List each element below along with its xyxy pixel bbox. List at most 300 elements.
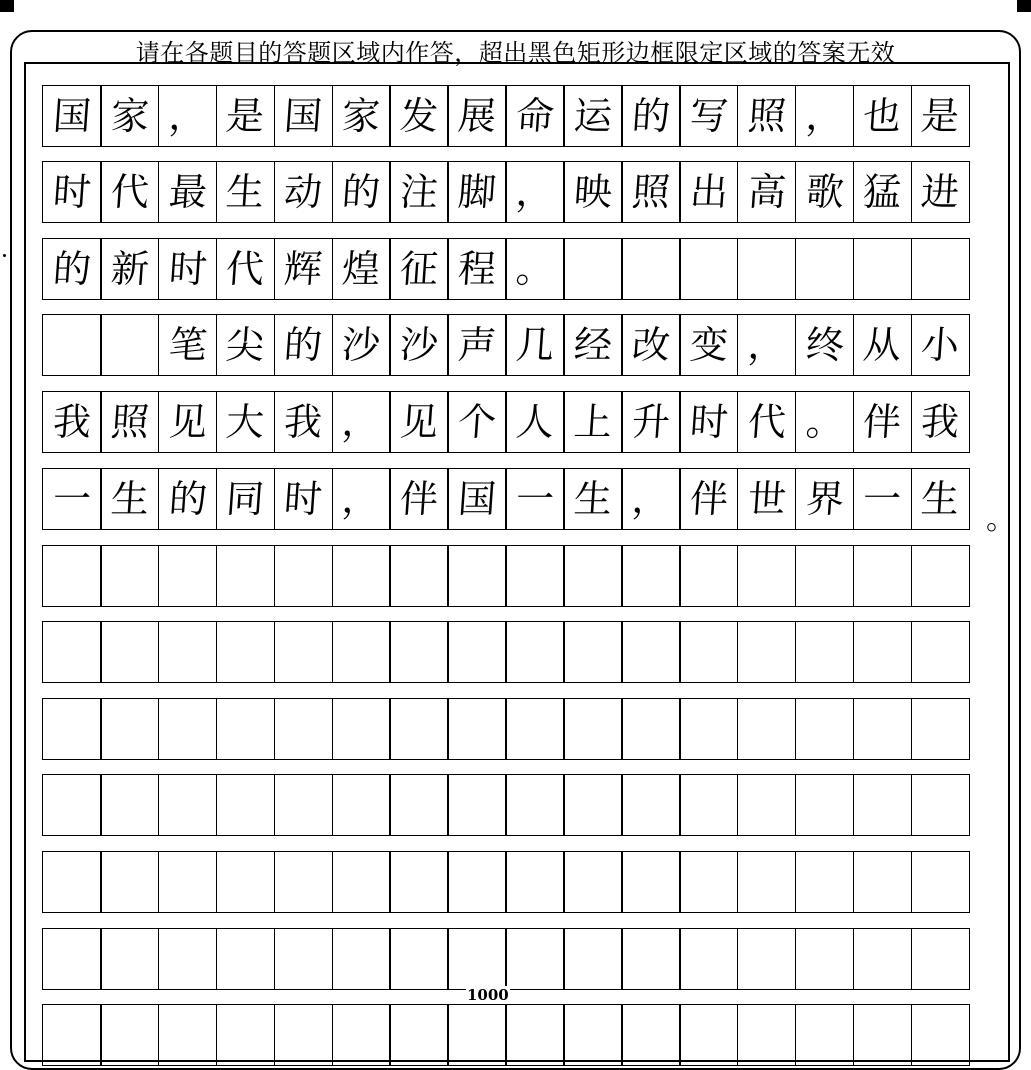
handwritten-character: 沙 (398, 323, 440, 367)
handwritten-character: 最 (167, 170, 209, 214)
grid-cell (853, 698, 913, 760)
grid-cell (737, 391, 797, 453)
grid-cell (563, 621, 623, 683)
grid-cell (911, 621, 971, 683)
grid-cell (158, 928, 218, 990)
grid-cell (505, 161, 565, 223)
grid-cell (389, 85, 449, 147)
grid-cell (447, 238, 507, 300)
grid-cell (216, 314, 276, 376)
grid-cell (505, 85, 565, 147)
handwritten-character: 家 (109, 94, 151, 138)
grid-cell (216, 774, 276, 836)
handwritten-character: 是 (224, 94, 267, 138)
handwritten-character: 歌 (803, 170, 846, 214)
handwritten-character: 一 (861, 477, 903, 521)
handwritten-character: ， (340, 400, 382, 444)
grid-cell (216, 468, 276, 530)
grid-cell (795, 545, 855, 607)
grid-cell (911, 928, 971, 990)
grid-cell (737, 468, 797, 530)
grid-cell (100, 391, 160, 453)
grid-cell (42, 698, 102, 760)
grid-row (42, 85, 994, 147)
grid-cell (216, 1004, 276, 1066)
handwritten-character: 煌 (340, 247, 382, 291)
grid-cell (853, 468, 913, 530)
handwritten-character: 发 (398, 94, 440, 138)
grid-cell (621, 698, 681, 760)
grid-cell (42, 928, 102, 990)
grid-cell (42, 851, 102, 913)
grid-cell (795, 161, 855, 223)
grid-cell (100, 238, 160, 300)
grid-cell (621, 1004, 681, 1066)
grid-cell (795, 468, 855, 530)
grid-cell (274, 545, 334, 607)
grid-cell (505, 545, 565, 607)
handwritten-character: 动 (282, 170, 324, 214)
handwritten-character: 的 (167, 477, 209, 521)
grid-cell (332, 698, 392, 760)
grid-cell (42, 314, 102, 376)
grid-cell (679, 1004, 739, 1066)
handwritten-character: 我 (919, 400, 961, 444)
grid-cell (274, 468, 334, 530)
handwritten-character: ， (514, 170, 556, 214)
grid-cell (853, 621, 913, 683)
grid-cell (216, 545, 276, 607)
grid-cell (100, 161, 160, 223)
handwritten-character: 见 (167, 400, 209, 444)
handwritten-character: 征 (398, 247, 440, 291)
grid-cell (563, 391, 623, 453)
grid-cell (505, 1004, 565, 1066)
grid-cell (100, 85, 160, 147)
handwritten-character: 我 (282, 400, 324, 444)
handwritten-character: 终 (803, 323, 846, 367)
grid-cell (853, 85, 913, 147)
grid-cell (853, 928, 913, 990)
grid-cell (621, 238, 681, 300)
grid-cell (389, 928, 449, 990)
handwritten-character: 也 (861, 94, 903, 138)
grid-cell (563, 774, 623, 836)
grid-cell (737, 851, 797, 913)
grid-cell (853, 161, 913, 223)
grid-cell (158, 621, 218, 683)
grid-cell (621, 851, 681, 913)
grid-row (42, 161, 994, 223)
grid-cell (911, 468, 971, 530)
grid-cell (332, 314, 392, 376)
grid-cell (621, 161, 681, 223)
handwritten-character: 时 (282, 477, 324, 521)
grid-cell (216, 621, 276, 683)
grid-cell (505, 698, 565, 760)
grid-cell (911, 85, 971, 147)
grid-cell (389, 1004, 449, 1066)
grid-cell (795, 698, 855, 760)
handwritten-character: ， (630, 477, 672, 521)
grid-cell (332, 161, 392, 223)
handwritten-character: 代 (746, 400, 788, 444)
grid-cell (332, 391, 392, 453)
grid-cell (911, 314, 971, 376)
grid-cell (505, 774, 565, 836)
grid-cell (389, 851, 449, 913)
grid-cell (795, 621, 855, 683)
grid-cell (332, 928, 392, 990)
grid-cell (505, 391, 565, 453)
grid-cell (447, 161, 507, 223)
grid-cell (911, 774, 971, 836)
grid-cell (332, 774, 392, 836)
word-count-marker: 1000 (467, 986, 509, 1004)
grid-cell (216, 851, 276, 913)
handwritten-character: 写 (688, 94, 730, 138)
handwritten-character: 运 (572, 94, 614, 138)
grid-cell (158, 161, 218, 223)
grid-cell (274, 391, 334, 453)
handwritten-character: 出 (688, 170, 730, 214)
grid-cell (274, 85, 334, 147)
grid-cell (911, 698, 971, 760)
handwritten-character: 的 (51, 247, 93, 291)
grid-cell (795, 391, 855, 453)
handwritten-character: 。 (803, 400, 846, 444)
handwritten-character: ， (746, 323, 788, 367)
handwritten-character: ， (340, 477, 382, 521)
handwritten-character: 照 (109, 400, 151, 444)
handwritten-character: ， (167, 94, 209, 138)
grid-cell (332, 545, 392, 607)
grid-cell (737, 1004, 797, 1066)
grid-cell (505, 468, 565, 530)
grid-row (42, 774, 994, 836)
grid-cell (332, 468, 392, 530)
grid-cell (42, 391, 102, 453)
grid-cell (853, 391, 913, 453)
grid-cell (505, 621, 565, 683)
handwritten-character: 尖 (224, 323, 267, 367)
grid-cell (679, 698, 739, 760)
grid-cell (621, 928, 681, 990)
handwritten-character: 世 (746, 477, 788, 521)
grid-row (42, 238, 994, 300)
grid-cell (795, 1004, 855, 1066)
grid-cell (332, 238, 392, 300)
grid-cell (679, 391, 739, 453)
handwritten-character: 生 (919, 477, 961, 521)
grid-cell (447, 928, 507, 990)
handwritten-character: 代 (224, 247, 267, 291)
grid-cell (389, 391, 449, 453)
grid-cell (679, 928, 739, 990)
grid-cell (216, 698, 276, 760)
handwritten-character: 注 (398, 170, 440, 214)
grid-cell (274, 698, 334, 760)
handwritten-character: 时 (51, 170, 93, 214)
handwritten-character: 展 (456, 94, 498, 138)
handwritten-character: 上 (572, 400, 614, 444)
grid-cell (447, 698, 507, 760)
grid-cell (216, 85, 276, 147)
grid-cell (447, 545, 507, 607)
grid-cell (737, 161, 797, 223)
grid-row (42, 851, 994, 913)
handwritten-character: 几 (514, 323, 556, 367)
grid-cell (447, 621, 507, 683)
grid-cell (447, 851, 507, 913)
handwritten-character: 同 (224, 477, 267, 521)
grid-cell (563, 851, 623, 913)
handwritten-character: 变 (688, 323, 730, 367)
grid-cell (737, 928, 797, 990)
grid-cell (853, 314, 913, 376)
grid-cell (100, 545, 160, 607)
grid-cell (563, 545, 623, 607)
grid-cell (505, 928, 565, 990)
grid-cell (621, 545, 681, 607)
handwritten-character: 辉 (282, 247, 324, 291)
handwritten-character: 程 (456, 247, 498, 291)
grid-cell (274, 851, 334, 913)
grid-cell (563, 1004, 623, 1066)
grid-cell (332, 85, 392, 147)
grid-cell (563, 85, 623, 147)
grid-cell (389, 621, 449, 683)
handwritten-character: 一 (514, 477, 556, 521)
grid-cell (737, 621, 797, 683)
grid-cell (274, 928, 334, 990)
grid-row (42, 314, 994, 376)
grid-cell (216, 391, 276, 453)
grid-cell (332, 851, 392, 913)
grid-cell (447, 314, 507, 376)
grid-cell (389, 545, 449, 607)
grid-cell (795, 774, 855, 836)
handwritten-character: 照 (630, 170, 672, 214)
grid-cell (158, 238, 218, 300)
grid-cell (621, 314, 681, 376)
grid-cell (274, 774, 334, 836)
grid-cell (563, 161, 623, 223)
grid-row (42, 928, 994, 990)
handwritten-character: 升 (630, 400, 672, 444)
handwritten-character: 时 (167, 247, 209, 291)
grid-cell (679, 774, 739, 836)
grid-row (42, 1004, 994, 1066)
grid-cell (274, 238, 334, 300)
grid-cell (389, 774, 449, 836)
grid-cell (100, 314, 160, 376)
handwritten-character: 经 (572, 323, 614, 367)
handwritten-character: 。 (514, 247, 556, 291)
grid-cell (42, 238, 102, 300)
grid-row (42, 698, 994, 760)
handwritten-character: 一 (51, 477, 93, 521)
grid-cell (911, 545, 971, 607)
grid-row (42, 391, 994, 453)
grid-cell (737, 545, 797, 607)
grid-cell (621, 391, 681, 453)
grid-cell (42, 774, 102, 836)
grid-cell (332, 1004, 392, 1066)
handwritten-character: 我 (51, 400, 93, 444)
grid-cell (158, 774, 218, 836)
handwritten-character: 脚 (456, 170, 498, 214)
grid-cell (100, 928, 160, 990)
grid-cell (216, 928, 276, 990)
grid-cell (563, 468, 623, 530)
grid-cell (389, 314, 449, 376)
grid-cell (795, 851, 855, 913)
grid-cell (42, 1004, 102, 1066)
grid-cell (100, 851, 160, 913)
handwritten-character: 进 (919, 170, 961, 214)
grid-cell (505, 238, 565, 300)
grid-cell (679, 621, 739, 683)
grid-cell (389, 161, 449, 223)
grid-cell (274, 621, 334, 683)
grid-cell (679, 545, 739, 607)
handwritten-character: 代 (109, 170, 151, 214)
handwritten-character: 界 (803, 477, 846, 521)
grid-cell (274, 161, 334, 223)
grid-cell (563, 238, 623, 300)
grid-cell (100, 468, 160, 530)
grid-cell (679, 851, 739, 913)
handwritten-character: 声 (456, 323, 498, 367)
grid-cell (389, 238, 449, 300)
handwritten-character: 伴 (688, 477, 730, 521)
handwritten-character: 映 (572, 170, 614, 214)
grid-cell (274, 1004, 334, 1066)
grid-cell (274, 314, 334, 376)
grid-cell (737, 314, 797, 376)
grid-cell (911, 851, 971, 913)
grid-cell (795, 85, 855, 147)
handwritten-character: 从 (861, 323, 903, 367)
grid-cell (158, 851, 218, 913)
grid-cell (737, 698, 797, 760)
grid-cell (853, 851, 913, 913)
grid-cell (737, 774, 797, 836)
grid-cell (853, 1004, 913, 1066)
grid-cell (42, 85, 102, 147)
grid-cell (42, 468, 102, 530)
grid-cell (795, 314, 855, 376)
handwritten-character: 改 (630, 323, 672, 367)
handwritten-character: 伴 (861, 400, 903, 444)
grid-cell (100, 621, 160, 683)
grid-cell (42, 621, 102, 683)
grid-cell (447, 1004, 507, 1066)
grid-cell (216, 238, 276, 300)
grid-cell (621, 621, 681, 683)
grid-cell (42, 545, 102, 607)
grid-cell (679, 314, 739, 376)
grid-cell (679, 468, 739, 530)
grid-row (42, 468, 994, 530)
handwritten-character: 小 (919, 323, 961, 367)
handwritten-character: 沙 (340, 323, 382, 367)
grid-cell (389, 698, 449, 760)
handwritten-character: 生 (572, 477, 614, 521)
handwritten-character: 照 (746, 94, 788, 138)
grid-cell (679, 161, 739, 223)
handwritten-character: 的 (282, 323, 324, 367)
grid-cell (679, 85, 739, 147)
handwritten-character: 家 (340, 94, 382, 138)
grid-cell (737, 238, 797, 300)
handwritten-character: 国 (51, 94, 93, 138)
grid-cell (100, 698, 160, 760)
grid-cell (679, 238, 739, 300)
grid-cell (158, 545, 218, 607)
grid-cell (563, 928, 623, 990)
grid-cell (42, 161, 102, 223)
handwritten-character: 的 (630, 94, 672, 138)
grid-cell (158, 698, 218, 760)
grid-cell (389, 468, 449, 530)
answer-instruction: 请在各题目的答题区域内作答，超出黑色矩形边框限定区域的答案无效 (135, 39, 896, 67)
grid-cell (621, 85, 681, 147)
grid-cell (447, 391, 507, 453)
handwritten-character: 国 (456, 477, 498, 521)
grid-cell (158, 314, 218, 376)
grid-cell (505, 314, 565, 376)
handwritten-character: 人 (514, 400, 556, 444)
grid-cell (447, 468, 507, 530)
grid-cell (158, 391, 218, 453)
grid-cell (795, 238, 855, 300)
grid-cell (853, 774, 913, 836)
handwritten-character: ， (803, 94, 846, 138)
grid-cell (447, 85, 507, 147)
handwritten-character: 的 (340, 170, 382, 214)
grid-cell (158, 1004, 218, 1066)
grid-row (42, 545, 994, 607)
handwritten-character: 是 (919, 94, 961, 138)
grid-cell (332, 621, 392, 683)
grid-cell (911, 1004, 971, 1066)
grid-cell (158, 85, 218, 147)
handwritten-character: 生 (224, 170, 267, 214)
grid-cell (621, 774, 681, 836)
grid-cell (853, 545, 913, 607)
handwritten-character: 新 (109, 247, 151, 291)
handwritten-character: 国 (282, 94, 324, 138)
overflow-punctuation: 。 (986, 502, 1016, 537)
grid-cell (100, 774, 160, 836)
grid-cell (911, 161, 971, 223)
handwritten-character: 高 (746, 170, 788, 214)
grid-cell (911, 391, 971, 453)
grid-cell (563, 698, 623, 760)
handwritten-character: 大 (224, 400, 267, 444)
grid-cell (158, 468, 218, 530)
grid-cell (853, 238, 913, 300)
handwritten-character: 见 (398, 400, 440, 444)
handwritten-character: 时 (688, 400, 730, 444)
grid-cell (563, 314, 623, 376)
handwritten-character: 笔 (167, 323, 209, 367)
grid-cell (621, 468, 681, 530)
grid-cell (911, 238, 971, 300)
handwritten-character: 猛 (861, 170, 903, 214)
